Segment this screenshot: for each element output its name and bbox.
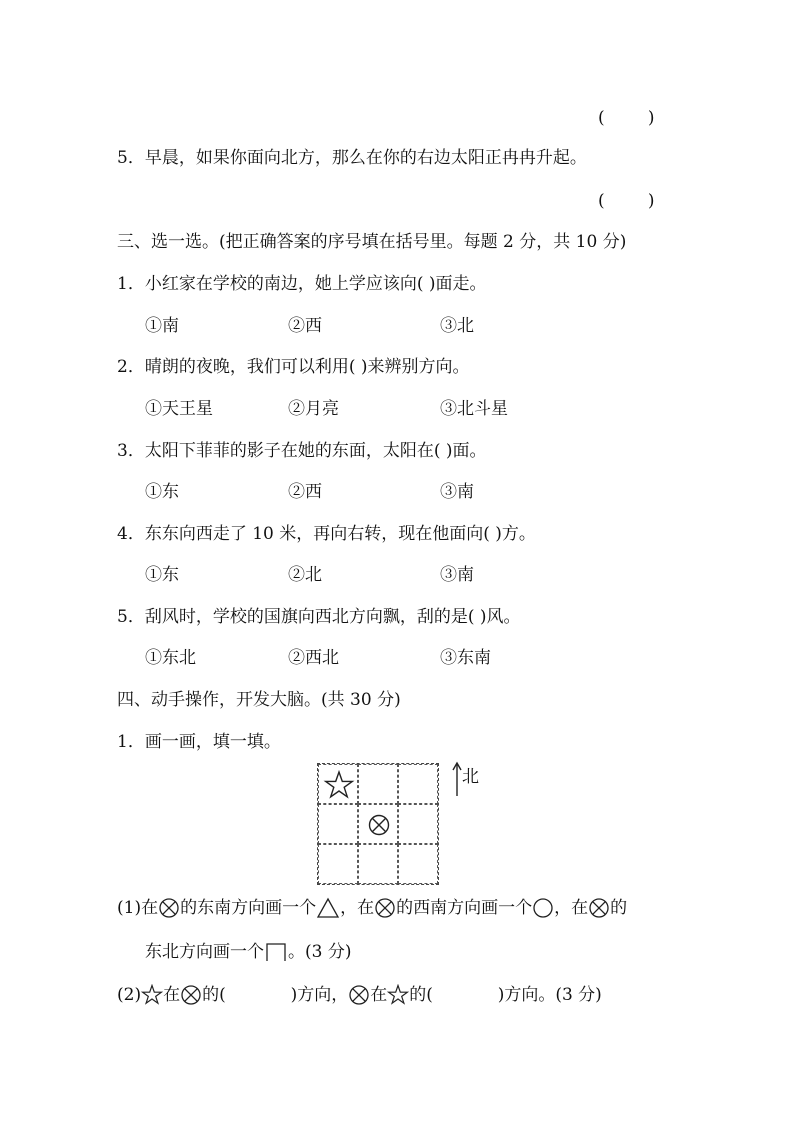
grid-cell bbox=[358, 764, 398, 804]
q4-option-1: ①东 bbox=[145, 565, 179, 585]
circled-x-icon bbox=[158, 897, 180, 919]
sub2-text-4: 在 bbox=[370, 985, 388, 1005]
star-icon bbox=[319, 765, 359, 805]
sub2-text-5: 的( )方向。(3 分) bbox=[409, 985, 602, 1005]
circled-x-icon bbox=[348, 984, 370, 1006]
q1-option-1: ①南 bbox=[145, 316, 179, 336]
sub1-text-7: 东北方向画一个 bbox=[145, 942, 264, 962]
q2-option-1: ①天王星 bbox=[145, 399, 213, 419]
choice-question-1: 1．小红家在学校的南边，她上学应该向( )面走。 bbox=[117, 274, 487, 294]
choice-question-2: 2．晴朗的夜晚，我们可以利用( )来辨别方向。 bbox=[117, 357, 470, 377]
q5-option-3: ③东南 bbox=[440, 648, 491, 668]
sub-question-1-line-2 bbox=[145, 940, 351, 964]
q3-option-1: ①东 bbox=[145, 482, 179, 502]
sub1-text-6: 的 bbox=[610, 898, 628, 918]
section-4-question-1: 1．画一画，填一填。 bbox=[117, 732, 281, 752]
circled-x-icon bbox=[374, 897, 396, 919]
choice-question-3: 3．太阳下菲菲的影子在她的东面，太阳在( )面。 bbox=[117, 441, 487, 461]
q5-option-1: ①东北 bbox=[145, 648, 196, 668]
circled-x-icon bbox=[588, 897, 610, 919]
sub1-text-2: 的东南方向画一个 bbox=[180, 898, 317, 918]
grid-cell bbox=[398, 804, 438, 844]
triangle-icon bbox=[316, 897, 340, 919]
judge-question-5: 5．早晨，如果你面向北方，那么在你的右边太阳正冉冉升起。 bbox=[117, 148, 587, 168]
star-icon bbox=[387, 984, 409, 1006]
sub1-text-1: (1)在 bbox=[117, 898, 159, 918]
q2-option-2: ②月亮 bbox=[288, 399, 339, 419]
q4-option-2: ②北 bbox=[288, 565, 322, 585]
section-4-title: 四、动手操作，开发大脑。(共 30 分) bbox=[117, 690, 401, 710]
sub1-text-4: 的西南方向画一个 bbox=[396, 898, 533, 918]
grid-cell bbox=[398, 844, 438, 884]
q2-option-3: ③北斗星 bbox=[440, 399, 508, 419]
sub-question-2 bbox=[117, 983, 602, 1007]
q5-option-2: ②西北 bbox=[288, 648, 339, 668]
choice-question-5: 5．刮风时，学校的国旗向西北方向飘，刮的是( )风。 bbox=[117, 607, 521, 627]
answer-bracket-q4: ( ) bbox=[598, 108, 655, 128]
direction-grid bbox=[317, 763, 439, 885]
sub2-text-1: (2) bbox=[117, 985, 142, 1005]
right-angle-icon bbox=[264, 941, 288, 963]
grid-cell bbox=[318, 804, 358, 844]
q3-option-3: ③南 bbox=[440, 482, 474, 502]
answer-bracket-q5: ( ) bbox=[598, 191, 655, 211]
circle-icon bbox=[532, 897, 554, 919]
circled-x-icon bbox=[180, 984, 202, 1006]
choice-question-4: 4．东东向西走了 10 米，再向右转，现在他面向( )方。 bbox=[117, 524, 536, 544]
star-icon bbox=[141, 984, 163, 1006]
grid-cell bbox=[318, 844, 358, 884]
section-3-title: 三、选一选。(把正确答案的序号填在括号里。每题 2 分，共 10 分) bbox=[117, 232, 627, 252]
q3-option-2: ②西 bbox=[288, 482, 322, 502]
sub2-text-2: 在 bbox=[163, 985, 181, 1005]
q1-option-3: ③北 bbox=[440, 316, 474, 336]
q1-option-2: ②西 bbox=[288, 316, 322, 336]
grid-cell bbox=[318, 764, 358, 804]
sub1-text-5: ，在 bbox=[554, 898, 589, 918]
sub-question-1-line-1 bbox=[117, 896, 627, 920]
north-label: 北 bbox=[462, 767, 479, 787]
circled-x-icon bbox=[359, 805, 399, 845]
grid-cell bbox=[358, 844, 398, 884]
q4-option-3: ③南 bbox=[440, 565, 474, 585]
grid-cell bbox=[398, 764, 438, 804]
sub1-text-8: 。(3 分) bbox=[288, 942, 352, 962]
sub1-text-3: ，在 bbox=[340, 898, 375, 918]
grid-cell bbox=[358, 804, 398, 844]
sub2-text-3: 的( )方向， bbox=[202, 985, 349, 1005]
